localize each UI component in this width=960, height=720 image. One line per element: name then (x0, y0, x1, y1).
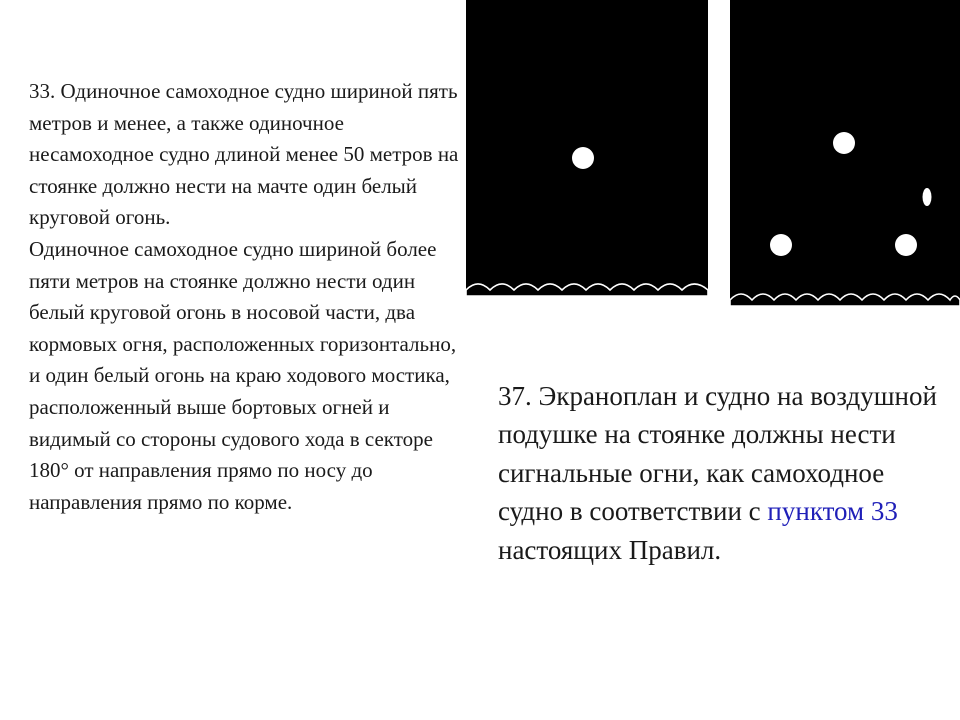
rule-33-link[interactable]: пунктом 33 (767, 496, 898, 527)
night-background (730, 0, 960, 315)
white-stern-light-left (770, 234, 792, 256)
rule-33-text (29, 76, 459, 518)
white-bow-light (833, 132, 855, 154)
white-stern-light-right (895, 234, 917, 256)
rule-37-text-end: настоящих Правил. (498, 534, 722, 565)
white-all-round-light (572, 147, 594, 169)
night-scene-1 (466, 0, 708, 307)
rule-33-paragraph-1: 33. Одиночное самоходное судно шириной пять метров и менее, а также одиночное несамоходное судно длиной менее 50 метров на стоянке должно нести на мачте один белый круговой огонь. (29, 79, 459, 230)
rule-37-text-start: 37. Экраноплан и судно на воздушной подушке на стоянке должны нести сигнальные огни, как самоходное судно в соответствии с (498, 381, 937, 527)
night-illustration-four-lights (730, 0, 960, 315)
rule-33-paragraph-2: Одиночное самоходное судно шириной более пяти метров на стоянке должно нести один белый круговой огонь в носовой части, два кормовых огня, расположенных горизонтально, и один белый огонь на краю ходового мостика, расположенный выше бортовых огней и видимый со стороны судового хода в секторе 180° от направления прямо по носу до направления прямо по корме. (29, 236, 457, 514)
night-scene-2 (730, 0, 960, 315)
white-bridge-light (923, 188, 932, 206)
rule-37-text (498, 377, 938, 569)
night-illustration-single-light (466, 0, 708, 307)
